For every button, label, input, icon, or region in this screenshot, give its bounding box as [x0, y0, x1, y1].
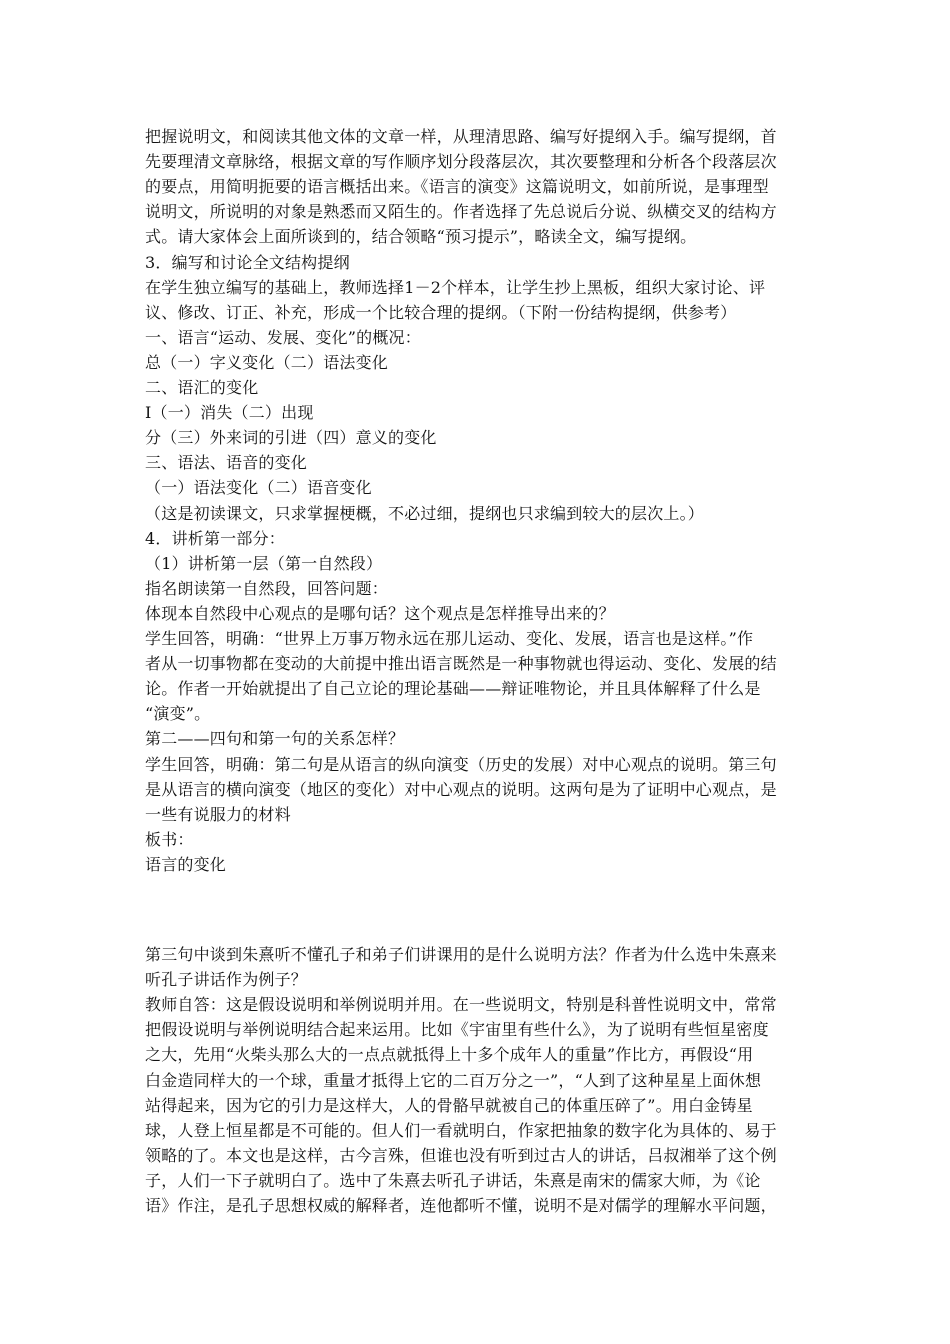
text-line: 者从一切事物都在变动的大前提中推出语言既然是一种事物就也得运动、变化、发展的结: [145, 654, 777, 674]
text-line: 站得起来，因为它的引力是这样大，人的骨骼早就被自己的体重压碎了”。用白金铸星: [145, 1095, 753, 1115]
text-line: 分（三）外来词的引进（四）意义的变化: [145, 428, 437, 448]
text-line: 的要点，用简明扼要的语言概括出来。《语言的演变》这篇说明文，如前所说，是事理型: [145, 177, 769, 197]
text-line: 说明文，所说明的对象是熟悉而又陌生的。作者选择了先总说后分说、纵横交叉的结构方: [145, 202, 777, 222]
text-line: 把握说明文，和阅读其他文体的文章一样，从理清思路、编写好提纲入手。编写提纲，首: [145, 127, 777, 146]
text-line: 指名朗读第一自然段，回答问题：: [145, 578, 389, 598]
text-line: 第三句中谈到朱熹听不懂孔子和弟子们讲课用的是什么说明方法？作者为什么选中朱熹来: [145, 945, 777, 964]
text-line: 体现本自然段中心观点的是哪句话？这个观点是怎样推导出来的？: [145, 603, 615, 623]
text-line: 板书：: [145, 829, 194, 849]
text-line: （一）语法变化（二）语音变化: [145, 478, 372, 498]
text-line: （这是初读课文，只求掌握梗概，不必过细，提纲也只求编到较大的层次上。）: [145, 503, 705, 523]
text-line: 论。作者一开始就提出了自己立论的理论基础——辩证唯物论，并且具体解释了什么是: [145, 679, 761, 699]
text-line: 白金造同样大的一个球，重量才抵得上它的二百万分之一”，“人到了这种星星上面休想: [145, 1070, 762, 1090]
text-line: 学生回答，明确：“世界上万事万物永远在那儿运动、变化、发展，语言也是这样。”作: [145, 629, 754, 648]
text-line: 3．编写和讨论全文结构提纲: [145, 252, 350, 272]
text-line: 4．讲析第一部分：: [145, 528, 285, 548]
text-line: 二、语汇的变化: [145, 378, 259, 397]
text-line: 式。请大家体会上面所谈到的，结合领略“预习提示”，略读全文，编写提纲。: [145, 227, 697, 247]
text-line: 子，人们一下子就明白了。选中了朱熹去听孔子讲话，朱熹是南宋的儒家大师，为《论: [145, 1170, 761, 1190]
text-line: 先要理清文章脉络，根据文章的写作顺序划分段落层次，其次要整理和分析各个段落层次: [145, 152, 777, 172]
text-line: 听孔子讲话作为例子？: [145, 970, 308, 990]
text-line: 球，人登上恒星都是不可能的。但人们一看就明白，作家把抽象的数字化为具体的、易于: [145, 1120, 777, 1140]
text-line: 之大，先用“火柴头那么大的一点点就抵得上十多个成年人的重量”作比方，再假设“用: [145, 1045, 754, 1065]
text-line: 议、修改、订正、补充，形成一个比较合理的提纲。（下附一份结构提纲，供参考）: [145, 302, 737, 322]
text-line: “演变”。: [145, 704, 211, 724]
text-line: 在学生独立编写的基础上，教师选择1－2个样本，让学生抄上黑板，组织大家讨论、评: [145, 277, 766, 297]
text-line: （1）讲析第一层（第一自然段）: [145, 553, 383, 573]
text-line: 语言的变化: [145, 854, 227, 874]
text-line: 领略的了。本文也是这样，古今言殊，但谁也没有听到过古人的讲话，吕叔湘举了这个例: [145, 1145, 777, 1165]
text-line: 总（一）字义变化（二）语法变化: [145, 352, 389, 372]
text-line: 学生回答，明确：第二句是从语言的纵向演变（历史的发展）对中心观点的说明。第三句: [145, 754, 777, 774]
text-line: 一些有说服力的材料: [145, 804, 291, 824]
text-line: 三、语法、语音的变化: [145, 453, 308, 473]
text-line: 是从语言的横向演变（地区的变化）对中心观点的说明。这两句是为了证明中心观点，是: [145, 779, 777, 799]
text-line: 第二——四句和第一句的关系怎样？: [145, 729, 405, 749]
text-line: 语》作注，是孔子思想权威的解释者，连他都听不懂，说明不是对儒学的理解水平问题，: [145, 1196, 777, 1215]
text-line: 把假设说明与举例说明结合起来运用。比如《宇宙里有些什么》，为了说明有些恒星密度: [145, 1020, 769, 1040]
text-line: 教师自答：这是假设说明和举例说明并用。在一些说明文，特别是科普性说明文中，常常: [145, 995, 777, 1015]
text-line: Ⅰ（一）消失（二）出现: [145, 403, 314, 423]
text-line: 一、语言“运动、发展、变化”的概况：: [145, 327, 421, 347]
